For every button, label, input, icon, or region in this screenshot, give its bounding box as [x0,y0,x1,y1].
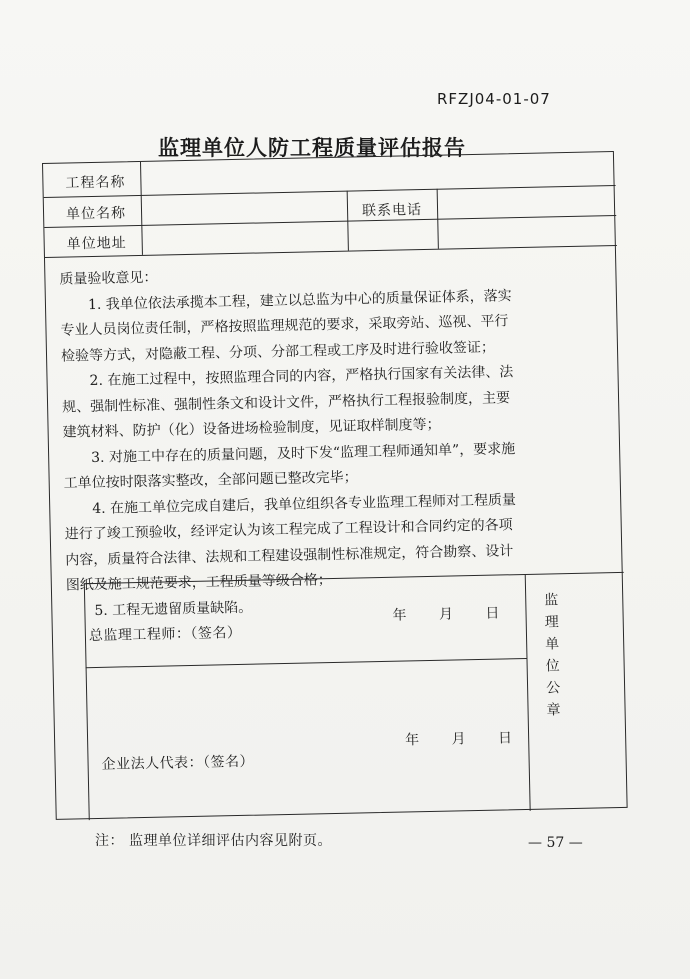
phone-label: 联系电话 [361,202,423,220]
page-title: 监理单位人防工程质量评估报告 [158,135,466,160]
row-divider [44,185,616,198]
unit-address-label: 单位地址 [66,235,127,253]
opinion-line: 3. 对施工中存在的质量问题，及时下发“监理工程师通知单”，要求施 [91,440,516,466]
month-label: 月 [438,606,454,623]
opinion-line: 检验等方式，对隐蔽工程、分项、分部工程或工序及时进行验收签证； [60,339,496,365]
chief-engineer-date [392,603,499,625]
opinion-line: 4. 在施工单位完成自建后，我单位组织各专业监理工程师对工程质量 [92,491,517,517]
seal-label: 监理单位公章 [544,592,561,719]
opinion-line: 专业人员岗位责任制，严格按照监理规范的要求，采取旁站、巡视、平行 [60,313,509,339]
row-divider [86,658,527,668]
year-label: 年 [392,607,407,624]
opinion-line: 5. 工程无遗留质量缺陷。 [94,599,253,619]
legal-rep-date [405,727,512,749]
page-number: — 57 — [528,835,583,851]
chief-engineer-signature: 总监理工程师：（签名） [88,624,242,645]
unit-name-label: 单位名称 [65,205,127,223]
opinion-line: 内容，质量符合法律、法规和工程建设强制性标准规定，符合勘察、设计 [65,542,514,569]
opinion-line: 规、强制性标准、强制性条文和设计文件，严格执行工程报验制度，主要 [61,389,511,416]
opinion-line: 工单位按时限落实整改，全部问题已整改完毕； [63,469,358,492]
legal-rep-signature: 企业法人代表：（签名） [101,753,255,773]
document-code: RFZJ04-01-07 [437,90,551,108]
opinion-line: 2. 在施工过程中，按照监理合同的内容，严格执行国家有关法律、法 [89,364,514,390]
year-label: 年 [405,732,420,749]
opinion-line: 建筑材料、防护（化）设备进场检验制度，见证取样制度等； [62,416,441,441]
day-label: 日 [497,730,513,747]
row-divider [44,215,616,228]
footnote: 注： 监理单位详细评估内容见附页。 [95,833,332,849]
quality-opinion [59,256,606,624]
opinion-line: 1. 我单位依法承揽本工程，建立以总监为中心的质量保证体系，落实 [87,287,512,313]
opinion-heading: 质量验收意见： [59,269,158,288]
col-divider [140,162,143,255]
day-label: 日 [485,605,500,622]
opinion-line: 进行了竣工预验收，经评定认为该工程完成了工程设计和合同约定的各项 [64,517,513,543]
month-label: 月 [451,731,466,748]
row-divider [45,245,617,258]
report-form [42,151,628,820]
opinion-line: 图纸及施工规范要求，工程质量等级合格； [65,572,332,594]
project-name-label: 工程名称 [65,174,126,192]
